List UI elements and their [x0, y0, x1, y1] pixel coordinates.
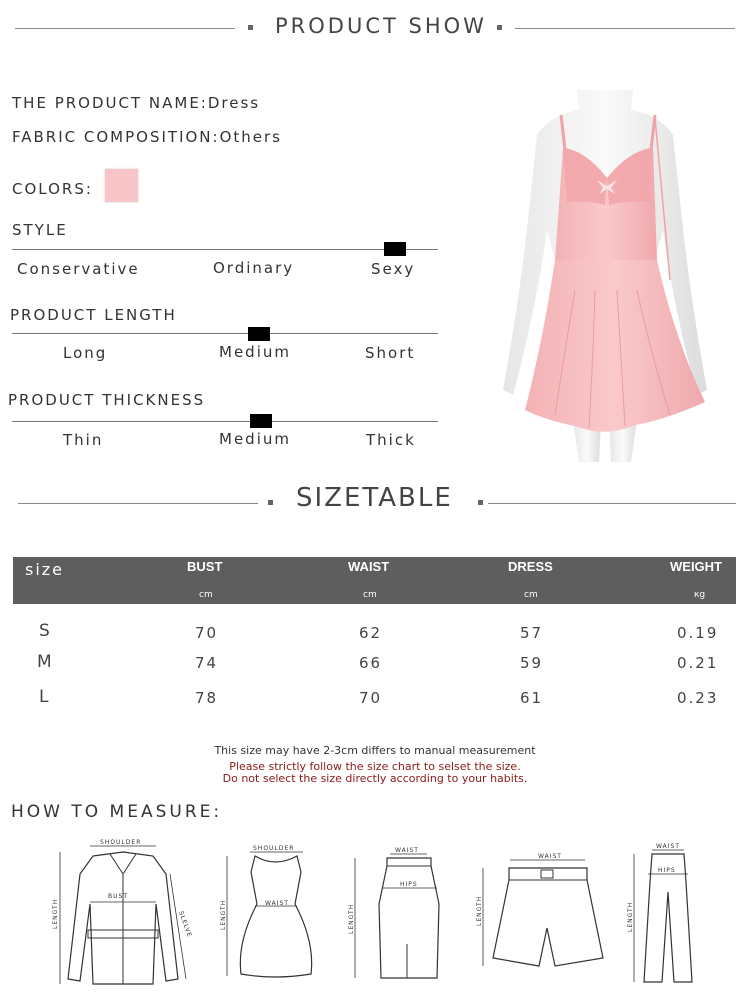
style-option-ordinary: Ordinary: [213, 259, 295, 277]
sizetable-dot-right: [478, 500, 483, 505]
bust-col-unit: cm: [199, 590, 213, 600]
fabric-label: FABRIC COMPOSITION:: [12, 128, 220, 146]
warning-note-2: Do not select the size directly according to your habits.: [222, 772, 528, 785]
dress-measure-diagram: [215, 842, 315, 982]
bust-cell: 78: [195, 689, 219, 707]
style-scale-line: [12, 249, 438, 250]
waist-cell: 62: [359, 624, 383, 642]
waist-label: WAIST: [538, 853, 562, 860]
thickness-option-thick: Thick: [366, 431, 416, 449]
size-cell: S: [39, 621, 52, 641]
style-marker: [384, 242, 406, 256]
dress-col-header: DRESS: [508, 559, 553, 574]
dress-cell: 61: [520, 689, 544, 707]
style-title: STYLE: [12, 221, 68, 239]
length-marker: [248, 327, 270, 341]
length-option-short: Short: [365, 344, 416, 362]
waist-col-header: WAIST: [348, 559, 390, 574]
hips-label: HIPS: [658, 867, 676, 874]
style-option-conservative: Conservative: [17, 260, 140, 278]
waist-cell: 70: [359, 689, 383, 707]
how-to-measure-title: HOW TO MEASURE:: [11, 802, 223, 822]
header-rule-left: [15, 28, 235, 29]
waist-col-unit: cm: [363, 590, 377, 600]
weight-cell: 0.19: [677, 624, 719, 642]
length-label: LENGTH: [220, 899, 227, 930]
length-scale-line: [12, 333, 438, 334]
sizetable-rule-right: [488, 503, 736, 504]
color-swatch-pink[interactable]: [105, 169, 138, 202]
product-name-row: [12, 94, 260, 112]
hips-label: HIPS: [400, 881, 418, 888]
waist-label: WAIST: [656, 843, 680, 850]
measurement-note: This size may have 2-3cm differs to manual measurement: [214, 744, 536, 757]
length-label: LENGTH: [52, 898, 59, 929]
product-name-label: THE PRODUCT NAME:: [12, 94, 208, 112]
waist-cell: 66: [359, 654, 383, 672]
sizetable-title: SIZETABLE: [296, 483, 453, 513]
weight-col-unit: кg: [694, 590, 706, 600]
style-option-sexy: Sexy: [371, 260, 416, 278]
length-title: PRODUCT LENGTH: [10, 306, 177, 324]
shorts-measure-diagram: [475, 848, 610, 973]
bust-col-header: BUST: [187, 559, 223, 574]
dress-cell: 57: [520, 624, 544, 642]
bust-cell: 70: [195, 624, 219, 642]
waist-label: WAIST: [395, 847, 419, 854]
fabric-row: [12, 128, 282, 146]
product-photo: [485, 90, 725, 465]
waist-label: WAIST: [265, 900, 289, 907]
sizetable-rule-left: [18, 503, 258, 504]
length-option-long: Long: [63, 344, 108, 362]
weight-cell: 0.23: [677, 689, 719, 707]
length-option-medium: Medium: [219, 343, 291, 361]
thickness-scale-line: [12, 421, 438, 422]
weight-cell: 0.21: [677, 654, 719, 672]
product-show-title: PRODUCT SHOW: [275, 14, 487, 38]
thickness-marker: [250, 414, 272, 428]
sizetable-dot-left: [268, 500, 273, 505]
product-name-value: Dress: [207, 94, 261, 112]
jacket-measure-diagram: [48, 834, 198, 992]
shoulder-label: SHOULDER: [100, 839, 142, 846]
length-label: LENGTH: [348, 903, 355, 934]
colors-label: COLORS:: [12, 180, 93, 198]
thickness-option-medium: Medium: [219, 430, 291, 448]
size-cell: L: [39, 687, 51, 707]
length-label: LENGTH: [627, 901, 634, 932]
size-cell: M: [37, 652, 54, 672]
header-dot-left: [248, 25, 253, 30]
bust-label: BUST: [108, 893, 128, 900]
pants-measure-diagram: [622, 842, 702, 992]
dress-col-unit: cm: [524, 590, 538, 600]
size-col-header: size: [25, 560, 65, 579]
bust-cell: 74: [195, 654, 219, 672]
header-dot-right: [497, 25, 502, 30]
skirt-measure-diagram: [345, 844, 450, 984]
thickness-option-thin: Thin: [63, 431, 104, 449]
fabric-value: Others: [219, 128, 282, 146]
length-label: LENGTH: [476, 895, 483, 926]
thickness-title: PRODUCT THICKNESS: [8, 391, 206, 409]
warning-note-1: Please strictly follow the size chart to selset the size.: [229, 760, 521, 773]
sleeve-label: SLELVE: [177, 910, 194, 939]
shoulder-label: SHOULDER: [253, 845, 295, 852]
dress-cell: 59: [520, 654, 544, 672]
header-rule-right: [515, 28, 735, 29]
weight-col-header: WEIGHT: [670, 559, 722, 574]
